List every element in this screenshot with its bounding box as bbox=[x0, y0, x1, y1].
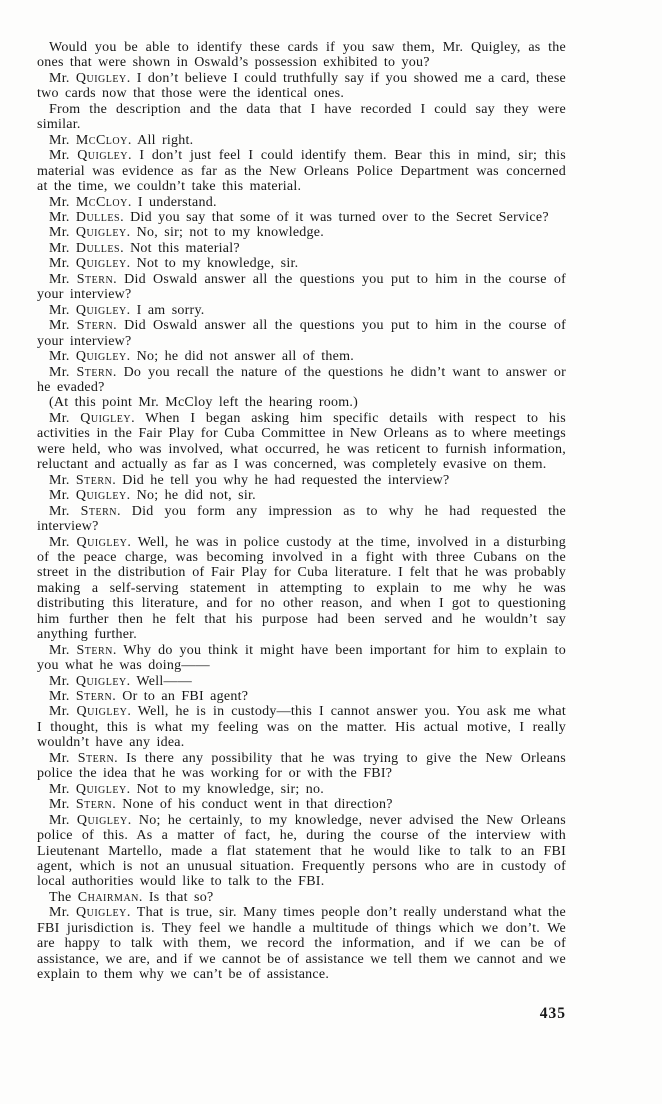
paragraph-text: I am sorry. bbox=[136, 302, 205, 318]
paragraph-text: Did you say that some of it was turned over to the Secret Service? bbox=[130, 209, 549, 225]
paragraph-text: Is that so? bbox=[148, 889, 214, 905]
speaker-name: Mr. Quigley. bbox=[49, 302, 137, 318]
transcript-paragraph bbox=[37, 751, 566, 782]
transcript-paragraph bbox=[37, 210, 566, 225]
paragraph-text: When I began asking him specific details with respect to his activities in the Fair Play for Cuba Committee in New Orleans as to where meetings were held, who was involved, what occurred, he was reticent to furnish information, reluctant and actually as far as I was concerned, was completely evasive on them. bbox=[37, 410, 566, 473]
transcript-paragraph bbox=[37, 195, 566, 210]
speaker-name: Mr. Quigley. bbox=[49, 673, 137, 689]
transcript-paragraph bbox=[37, 303, 566, 318]
transcript-paragraph bbox=[37, 689, 566, 704]
speaker-name: Mr. Quigley. bbox=[49, 410, 146, 426]
speaker-name: Mr. Stern. bbox=[49, 503, 132, 519]
speaker-name: Mr. Stern. bbox=[49, 364, 124, 380]
paragraph-text: I don’t just feel I could identify them. Bear this in mind, sir; this material was evidence as far as the New Orleans Police Department was concerned at the time, we couldn’t take this material. bbox=[37, 148, 566, 195]
speaker-name: Mr. McCloy. bbox=[49, 132, 138, 148]
paragraph-text: Or to an FBI agent? bbox=[122, 689, 249, 705]
speaker-name: Mr. Quigley. bbox=[49, 349, 137, 365]
paragraph-text: Would you be able to identify these cards if you saw them, Mr. Quigley, as the ones that were shown in Oswald’s possession exhibited to you? bbox=[37, 40, 566, 71]
speaker-name: Mr. Quigley. bbox=[49, 488, 137, 504]
transcript-paragraph bbox=[37, 674, 566, 689]
transcript-paragraph bbox=[37, 488, 566, 503]
paragraph-text: Not this material? bbox=[130, 240, 240, 256]
speaker-name: Mr. Stern. bbox=[49, 642, 124, 658]
paragraph-text: I understand. bbox=[137, 194, 217, 210]
transcript-paragraph bbox=[37, 504, 566, 535]
paragraph-text: From the description and the data that I have recorded I could say they were similar. bbox=[37, 101, 566, 133]
paragraph-text: I don’t believe I could truthfully say if you showed me a card, these two cards now that those were the identical ones. bbox=[37, 70, 566, 102]
speaker-name: Mr. Quigley. bbox=[49, 256, 137, 272]
transcript-paragraph bbox=[37, 797, 566, 812]
paragraph-text: None of his conduct went in that direction? bbox=[122, 797, 393, 813]
speaker-name: Mr. Quigley. bbox=[49, 70, 137, 86]
transcript-paragraph bbox=[37, 365, 566, 396]
speaker-name: Mr. Quigley. bbox=[49, 812, 139, 828]
paragraph-text: That is true, sir. Many times people don’t really understand what the FBI jurisdiction is. They feel we handle a multitude of things which we don’t. We are happy to talk with them, we record the information, and if we can be of assistance, we are, and if we cannot be of assistance we tell them we cannot and we explain to them why we can’t be of assistance. bbox=[37, 905, 567, 983]
speaker-name: Mr. Quigley. bbox=[49, 148, 140, 164]
speaker-name: Mr. Stern. bbox=[49, 271, 125, 287]
transcript-paragraph bbox=[37, 148, 566, 194]
paragraph-text: Well, he was in police custody at the time, involved in a disturbing of the peace charge, was becoming involved in a fight with three Cubans on the street in the distribution of Fair Play for Cuba literature. I felt that he was probably making a self-serving statement in attempting to explain to me why he was distributing this literature, and for no other reason, and when I got to questioning him further then he felt that his purpose had been served and he wouldn’t say anything further. bbox=[37, 534, 567, 643]
speaker-name: Mr. Dulles. bbox=[49, 209, 131, 225]
transcript bbox=[37, 40, 566, 983]
speaker-name: Mr. Stern. bbox=[49, 472, 123, 488]
speaker-name: The Chairman. bbox=[49, 889, 149, 905]
paragraph-text: Do you recall the nature of the questions he didn’t want to answer or he evaded? bbox=[37, 364, 567, 395]
transcript-paragraph bbox=[37, 256, 566, 271]
paragraph-text: No; he certainly, to my knowledge, never advised the New Orleans police of this. As a matter of fact, he, during the course of the interview with Lieutenant Martello, made a flat statement that he would like to talk to an FBI agent, which is not an unusual situation. Frequently persons who are in custody of local authorities would like to talk to the FBI. bbox=[37, 812, 566, 890]
transcript-paragraph bbox=[37, 813, 566, 890]
speaker-name: Mr. Quigley. bbox=[49, 905, 137, 921]
speaker-name: Mr. Quigley. bbox=[49, 781, 137, 797]
speaker-name: Mr. Dulles. bbox=[49, 240, 131, 256]
paragraph-text: Well—— bbox=[136, 673, 193, 689]
transcript-paragraph bbox=[37, 71, 566, 102]
transcript-paragraph bbox=[37, 704, 566, 750]
speaker-name: Mr. Stern. bbox=[49, 318, 125, 334]
transcript-paragraph bbox=[37, 40, 566, 71]
transcript-paragraph bbox=[37, 890, 566, 905]
transcript-paragraph bbox=[37, 318, 566, 349]
paragraph-text: All right. bbox=[137, 132, 194, 148]
paragraph-text: No, sir; not to my knowledge. bbox=[136, 225, 325, 241]
transcript-paragraph bbox=[37, 905, 566, 982]
paragraph-text: No; he did not, sir. bbox=[136, 488, 256, 504]
transcript-paragraph bbox=[37, 241, 566, 256]
transcript-paragraph bbox=[37, 349, 566, 364]
paragraph-text: Is there any possibility that he was trying to give the New Orleans police the idea that he was working for or with the FBI? bbox=[37, 750, 567, 782]
speaker-name: Mr. Quigley. bbox=[49, 704, 138, 720]
speaker-name: Mr. Stern. bbox=[49, 689, 123, 705]
speaker-name: Mr. Quigley. bbox=[49, 534, 138, 550]
paragraph-text: Well, he is in custody—this I cannot answer you. You ask me what I thought, this is what my feeling was on the matter. His actual motive, I really wouldn’t have any idea. bbox=[37, 704, 567, 751]
transcript-paragraph bbox=[37, 535, 566, 643]
transcript-paragraph bbox=[37, 133, 566, 148]
speaker-name: Mr. Quigley. bbox=[49, 225, 137, 241]
transcript-paragraph bbox=[37, 782, 566, 797]
paragraph-text: Did he tell you why he had requested the interview? bbox=[122, 472, 450, 488]
paragraph-text: Not to my knowledge, sir; no. bbox=[136, 781, 325, 797]
transcript-paragraph bbox=[37, 411, 566, 473]
transcript-paragraph bbox=[37, 225, 566, 240]
paragraph-text: No; he did not answer all of them. bbox=[136, 349, 354, 365]
speaker-name: Mr. Stern. bbox=[49, 797, 123, 813]
paragraph-text: Did you form any impression as to why he had requested the interview? bbox=[37, 503, 566, 535]
paragraph-text: Did Oswald answer all the questions you put to him in the course of your interview? bbox=[37, 271, 566, 303]
transcript-paragraph bbox=[37, 102, 566, 133]
speaker-name: Mr. McCloy. bbox=[49, 194, 138, 210]
transcript-paragraph bbox=[37, 643, 566, 674]
paragraph-text: Not to my knowledge, sir. bbox=[136, 256, 299, 272]
transcript-paragraph bbox=[37, 272, 566, 303]
page-number: 435 bbox=[539, 1005, 566, 1022]
transcript-paragraph bbox=[37, 473, 566, 488]
paragraph-text: (At this point Mr. McCloy left the hearing room.) bbox=[49, 395, 359, 411]
transcript-paragraph bbox=[37, 395, 566, 410]
paragraph-text: Why do you think it might have been important for him to explain to you what he was doing—— bbox=[37, 642, 567, 674]
speaker-name: Mr. Stern. bbox=[49, 750, 127, 766]
paragraph-text: Did Oswald answer all the questions you put to him in the course of your interview? bbox=[37, 318, 566, 349]
